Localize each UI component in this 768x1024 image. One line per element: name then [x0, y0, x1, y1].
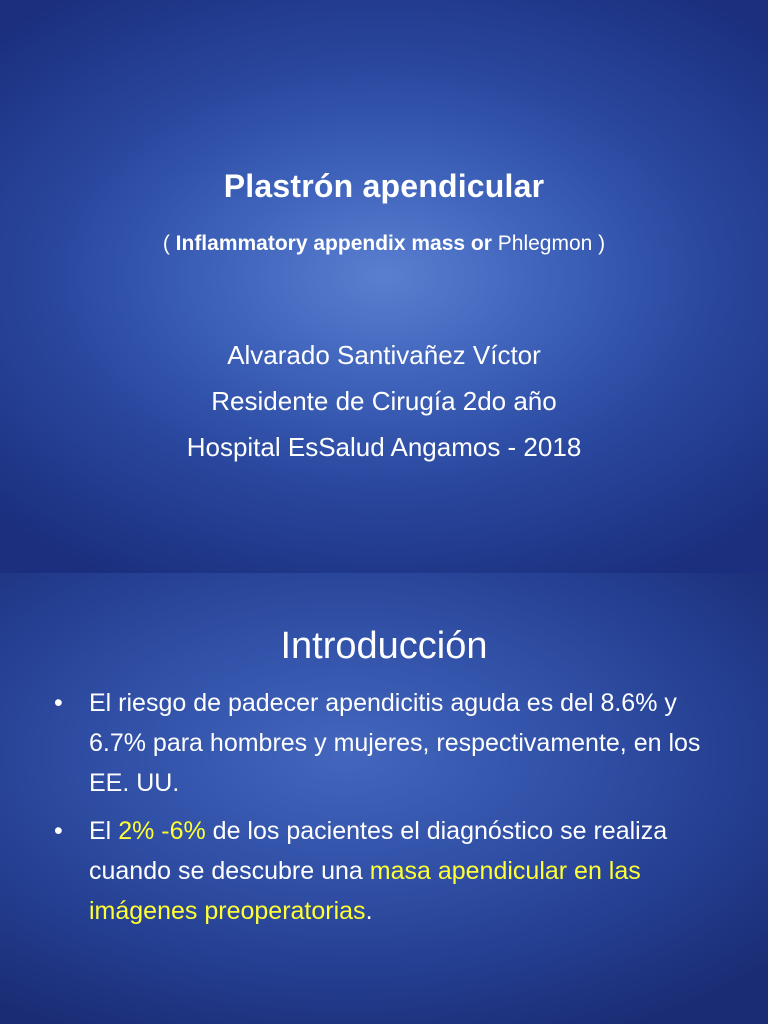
author-role: Residente de Cirugía 2do año — [211, 386, 557, 416]
introduction-slide — [0, 573, 768, 1024]
author-block — [0, 332, 768, 470]
bullet-text: El riesgo de padecer apendicitis aguda es del 8.6% y 6.7% para hombres y mujeres, respectivamente, en los EE. UU. — [89, 689, 701, 797]
bullet-item — [54, 811, 738, 931]
bullet-list — [54, 683, 738, 939]
highlight-percentage: 2% -6% — [118, 817, 206, 845]
subtitle-bold: Inflammatory appendix mass or — [175, 232, 492, 255]
bullet-text-part1: El — [89, 817, 119, 845]
intro-title: Introducción — [280, 625, 488, 667]
author-affiliation: Hospital EsSalud Angamos - 2018 — [186, 432, 582, 462]
slide-title: Plastrón apendicular — [223, 168, 545, 204]
bullet-text-part2: de los pacientes el diagnóstico se realiza cuando se descubre una — [89, 817, 668, 885]
bullet-text-part3: . — [365, 897, 373, 925]
bullet-dot-icon: • — [54, 817, 63, 845]
bullet-dot-icon: • — [54, 689, 63, 717]
highlight-mass: masa apendicular en las imágenes preoperatorias — [89, 857, 641, 925]
subtitle-open: ( — [162, 232, 176, 255]
subtitle-normal: Phlegmon ) — [491, 232, 606, 255]
slide-subtitle — [0, 232, 768, 256]
author-name: Alvarado Santivañez Víctor — [227, 340, 541, 370]
bullet-item — [54, 683, 738, 803]
